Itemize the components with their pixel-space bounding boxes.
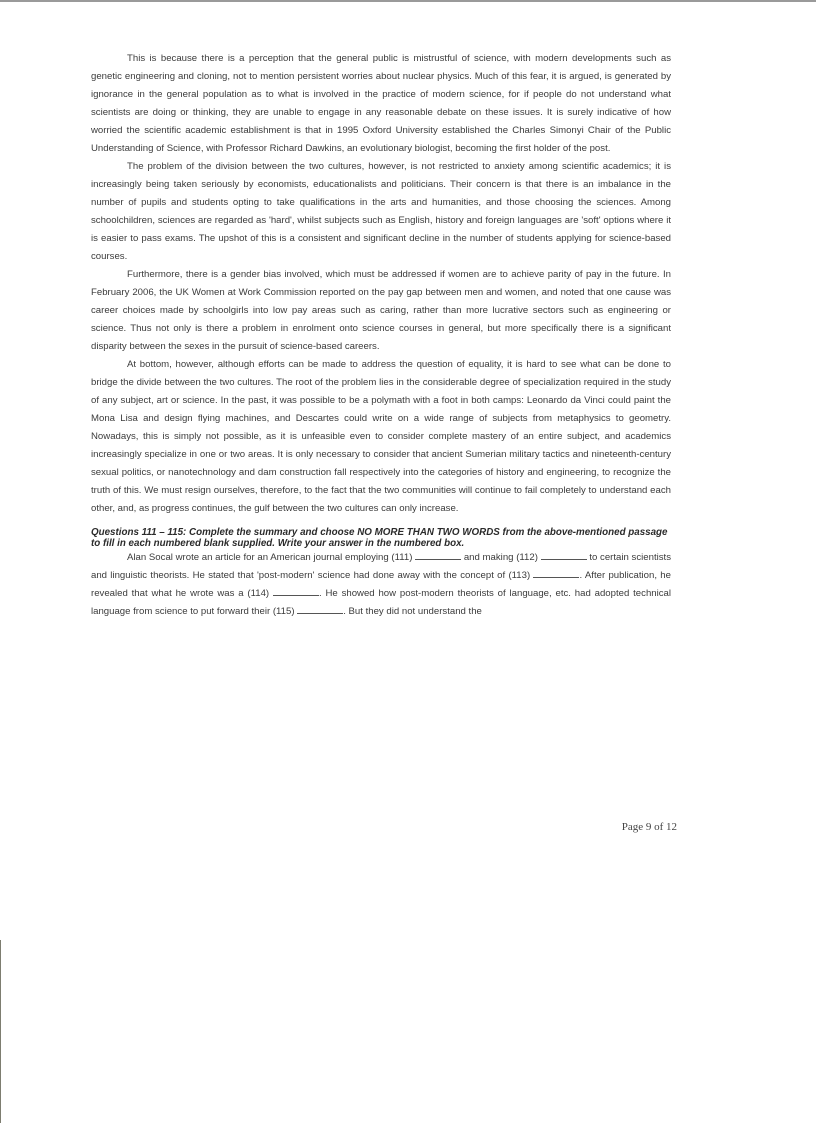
blank-115 [297, 604, 343, 614]
paragraph-3: Furthermore, there is a gender bias involved, which must be addressed if women are to achieve parity of pay in the future. In February 2006, the UK Women at Work Commission reported on the pay gap between men and women, and noted that one cause was career choices made by schoolgirls into low pay areas such as caring, rather than more lucrative sectors such as engineering or science. Thus not only is there a problem in enrolment onto science courses in general, but more specifically there is a significant disparity between the sexes in the pursuit of science-based careers. [91, 269, 671, 352]
blank-114 [273, 586, 319, 596]
paragraph-1: This is because there is a perception that the general public is mistrustful of science, with modern developments such as genetic engineering and cloning, not to mention persistent worries about nuclear physics. Much of this fear, it is argued, is generated by ignorance in the general population as to what is involved in the practice of modern science, for if people do not understand what scientists are doing or thinking, they are unable to engage in any reasonable debate on these issues. It is surely indicative of how worried the scientific academic establishment is that in 1995 Oxford University established the Charles Simonyi Chair of the Public Understanding of Science, with Professor Richard Dawkins, an evolutionary biologist, becoming the first holder of the post. [91, 53, 671, 154]
blank-111 [415, 550, 461, 560]
document-page [91, 50, 671, 621]
summary-text-3: to certain scientists and linguistic theorists. He stated that 'post-modern' science had done away with the concept of (113) [91, 552, 671, 581]
summary-text-6: . But they did not understand the [343, 606, 482, 617]
summary-text-5: . He showed how post-modern theorists of language, etc. had adopted technical language from science to put forward their (115) [91, 588, 672, 617]
scan-top-edge [0, 0, 816, 2]
paragraph-2: The problem of the division between the two cultures, however, is not restricted to anxiety among scientific academics; it is increasingly being taken seriously by economists, educationalists and politicians. Their concern is that there is an imbalance in the number of pupils and students opting to take qualifications in the arts and humanities, and those choosing the sciences. Among schoolchildren, sciences are regarded as 'hard', whilst subjects such as English, history and foreign languages are 'soft' options where it is easier to pass exams. The upshot of this is a consistent and significant decline in the number of students applying for science-based courses. [91, 161, 671, 262]
page-number: Page 9 of 12 [621, 821, 677, 833]
scan-left-edge [0, 940, 1, 1123]
questions-section [91, 528, 671, 621]
summary-text-4: . After publication, he revealed that what he wrote was a (114) [91, 570, 671, 599]
blank-112 [541, 550, 587, 560]
summary-text-1: Alan Socal wrote an article for an American journal employing (111) [127, 552, 413, 563]
summary-paragraph [91, 549, 671, 621]
blank-113 [533, 568, 579, 578]
paragraph-4: At bottom, however, although efforts can be made to address the question of equality, it is hard to see what can be done to bridge the divide between the two cultures. The root of the problem lies in the considerable degree of specialization required in the study of any subject, art or science. In the past, it was possible to be a polymath with a foot in both camps: Leonardo da Vinci could paint the Mona Lisa and design flying machines, and Descartes could write on a wide range of subjects from metaphysics to geometry. Nowadays, this is simply not possible, as it is unfeasible even to consider complete mastery of an entire subject, and academics increasingly specialize in one or two areas. It is only necessary to consider that ancient Sumerian military tactics and nineteenth-century sexual politics, or nanotechnology and dam construction fall respectively into the categories of history and engineering, to recognize the truth of this. We must resign ourselves, therefore, to the fact that the two communities will continue to fail completely to understand each other, and, as progress continues, the gulf between the two cultures can only increase. [91, 359, 671, 514]
questions-heading: Questions 111 – 115: Complete the summary and choose NO MORE THAN TWO WORDS from the above-mentioned passage to fill in each numbered blank supplied. Write your answer in the numbered box. [91, 527, 668, 549]
summary-text-2: and making (112) [463, 552, 538, 563]
